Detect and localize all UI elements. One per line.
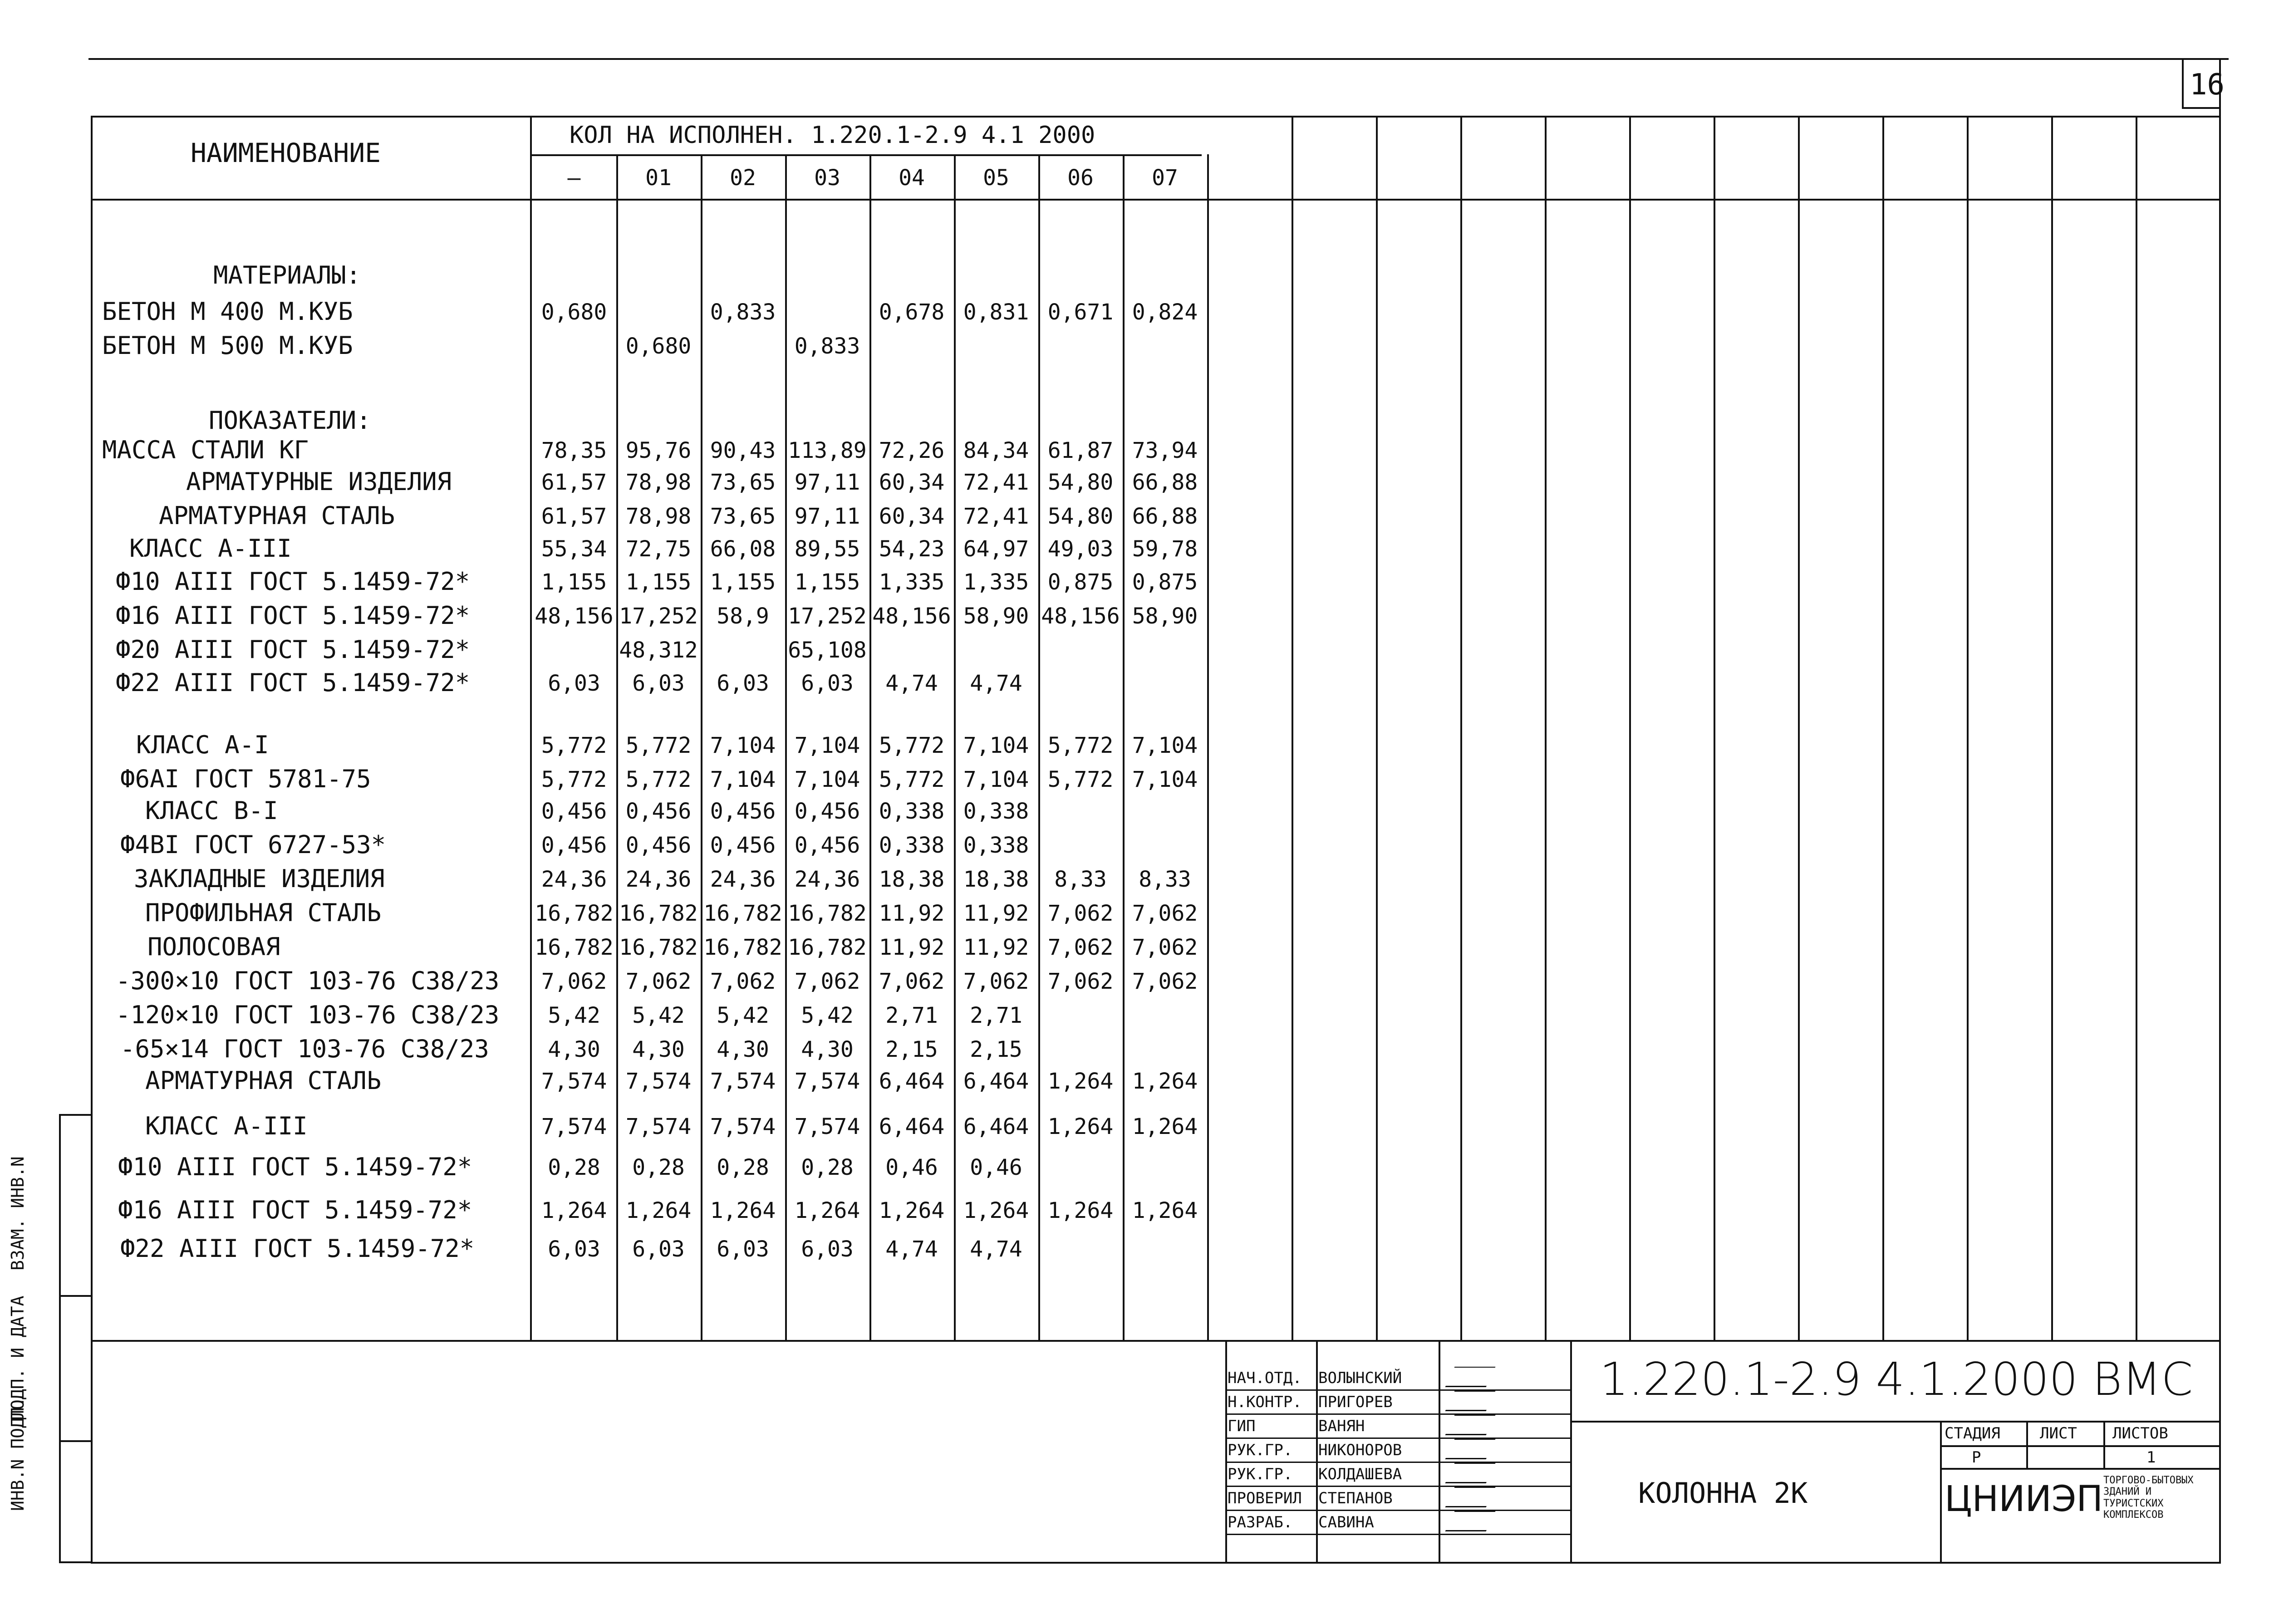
table-cell: 0,28: [717, 1155, 769, 1180]
table-cell: 7,062: [1132, 935, 1198, 960]
table-cell: 4,74: [885, 671, 938, 696]
tb-vline: [1225, 1340, 1227, 1562]
table-cell: 7,062: [1132, 969, 1198, 994]
table-cell: 0,456: [541, 799, 607, 824]
document-code: 1.220.1-2.9 4.1.2000 ВМС: [1600, 1353, 2193, 1406]
table-cell: 59,78: [1132, 536, 1198, 562]
table-cell: 6,03: [801, 1236, 854, 1262]
tb-role: Н.КОНТР.: [1228, 1393, 1302, 1411]
table-cell: 55,34: [541, 536, 607, 562]
side-stamp-divider: [61, 1440, 91, 1442]
table-cell: 1,155: [541, 569, 607, 595]
table-cell: 7,574: [710, 1069, 776, 1094]
table-vline: [1545, 116, 1547, 1340]
table-cell: 7,574: [625, 1069, 692, 1094]
table-cell: 16,782: [703, 901, 782, 926]
table-cell: 95,76: [625, 438, 692, 463]
row-label: Ф10 АIII ГОСТ 5.1459-72*: [116, 567, 470, 596]
tb-hline: [1225, 1534, 1570, 1535]
table-cell: 72,41: [963, 470, 1029, 495]
side-stamp-podp: ПОДП. И ДАТА: [8, 1295, 28, 1420]
table-cell: 5,42: [717, 1003, 769, 1028]
table-cell: 0,456: [710, 833, 776, 858]
table-cell: 6,03: [632, 671, 685, 696]
table-cell: 0,680: [625, 334, 692, 359]
table-cell: 0,875: [1047, 569, 1114, 595]
tb-role: РУК.ГР.: [1228, 1465, 1293, 1483]
table-cell: 0,831: [963, 299, 1029, 325]
tb-name: НИКОНОРОВ: [1318, 1441, 1402, 1459]
table-cell: 65,108: [788, 638, 867, 663]
table-cell: 7,574: [794, 1114, 860, 1139]
tb-hline: [1225, 1438, 1570, 1439]
organization: ЦНИИЭП: [1945, 1479, 2103, 1520]
table-vline: [1798, 116, 1800, 1340]
table-cell: 7,104: [794, 733, 860, 758]
table-cell: 0,338: [879, 799, 945, 824]
table-cell: 7,104: [710, 767, 776, 792]
table-cell: 1,264: [1047, 1069, 1114, 1094]
table-cell: 1,335: [879, 569, 945, 595]
table-vline: [1629, 116, 1631, 1340]
table-cell: 16,782: [788, 935, 867, 960]
table-cell: 58,90: [963, 603, 1029, 629]
side-stamp-inv-podl: ИНВ.N ПОДЛ.: [8, 1397, 28, 1511]
table-cell: 78,98: [625, 470, 692, 495]
table-cell: 66,08: [710, 536, 776, 562]
row-label: Ф22 АIII ГОСТ 5.1459-72*: [116, 668, 470, 697]
table-cell: 48,156: [872, 603, 951, 629]
table-cell: 1,335: [963, 569, 1029, 595]
stage-value: Р: [1972, 1448, 1981, 1467]
row-label: -65×14 ГОСТ 103-76 С38/23: [120, 1035, 489, 1063]
table-cell: 4,30: [801, 1037, 854, 1062]
table-cell: 0,678: [879, 299, 945, 325]
col-header: 02: [730, 165, 756, 191]
side-stamp: [59, 1114, 91, 1563]
table-vline: [1714, 116, 1715, 1340]
table-cell: 7,062: [879, 969, 945, 994]
stage-label: СТАДИЯ: [1945, 1424, 2000, 1442]
table-cell: 5,772: [541, 767, 607, 792]
table-cell: 2,15: [885, 1037, 938, 1062]
row-label: КЛАСС В-I: [145, 796, 278, 825]
header-mid-line: [532, 154, 1202, 156]
table-cell: 61,57: [541, 504, 607, 529]
table-cell: 2,71: [885, 1003, 938, 1028]
table-cell: 0,338: [963, 799, 1029, 824]
table-cell: 6,03: [801, 671, 854, 696]
table-cell: 0,46: [970, 1155, 1022, 1180]
table-cell: 61,87: [1047, 438, 1114, 463]
table-cell: 5,772: [541, 733, 607, 758]
table-cell: 1,155: [794, 569, 860, 595]
tb-name: СТЕПАНОВ: [1318, 1489, 1393, 1507]
row-label: -300×10 ГОСТ 103-76 С38/23: [116, 967, 500, 995]
row-label: МАССА СТАЛИ КГ: [102, 436, 309, 464]
table-cell: 72,41: [963, 504, 1029, 529]
table-cell: 6,464: [963, 1114, 1029, 1139]
table-cell: 7,062: [794, 969, 860, 994]
table-cell: 4,30: [632, 1037, 685, 1062]
table-cell: 24,36: [710, 867, 776, 892]
table-cell: 1,264: [1132, 1114, 1198, 1139]
table-cell: 5,772: [879, 767, 945, 792]
tb-name: САВИНА: [1318, 1513, 1374, 1531]
tb-hline: [1225, 1462, 1570, 1463]
table-cell: 72,26: [879, 438, 945, 463]
table-cell: 1,264: [625, 1198, 692, 1223]
row-label: БЕТОН М 500 М.КУБ: [102, 331, 353, 360]
table-cell: 113,89: [788, 438, 867, 463]
table-cell: 1,264: [1132, 1069, 1198, 1094]
table-cell: 7,062: [1047, 969, 1114, 994]
row-label: АРМАТУРНЫЕ ИЗДЕЛИЯ: [186, 467, 452, 496]
table-vline: [2051, 116, 2053, 1340]
tb-vline: [1570, 1340, 1572, 1562]
table-cell: 11,92: [963, 935, 1029, 960]
table-cell: 0,833: [710, 299, 776, 325]
table-cell: 6,03: [717, 1236, 769, 1262]
table-cell: 78,35: [541, 438, 607, 463]
table-cell: 2,71: [970, 1003, 1022, 1028]
table-vline: [1460, 116, 1462, 1340]
tb-role: НАЧ.ОТД.: [1228, 1369, 1302, 1387]
row-label: БЕТОН М 400 М.КУБ: [102, 297, 353, 326]
tb-hline: [1225, 1486, 1570, 1487]
table-vline: [1882, 116, 1884, 1340]
header-bottom-line: [91, 199, 2219, 201]
tb-hline: [1570, 1421, 2219, 1423]
table-cell: 7,574: [541, 1114, 607, 1139]
table-cell: 89,55: [794, 536, 860, 562]
row-label: Ф20 АIII ГОСТ 5.1459-72*: [116, 635, 470, 664]
tb-role: ПРОВЕРИЛ: [1228, 1489, 1302, 1507]
sheet-number-box-bottom: [2182, 107, 2221, 109]
table-cell: 78,98: [625, 504, 692, 529]
table-cell: 0,824: [1132, 299, 1198, 325]
table-vline: [1292, 116, 1293, 1340]
table-cell: 7,062: [1047, 901, 1114, 926]
frame-left: [91, 116, 93, 1564]
col-header: 04: [899, 165, 925, 191]
table-cell: 6,464: [879, 1069, 945, 1094]
table-cell: 4,74: [970, 671, 1022, 696]
table-cell: 60,34: [879, 504, 945, 529]
tb-role: РУК.ГР.: [1228, 1441, 1293, 1459]
table-cell: 66,88: [1132, 470, 1198, 495]
table-cell: 6,03: [548, 671, 600, 696]
table-cell: 24,36: [625, 867, 692, 892]
table-cell: 24,36: [794, 867, 860, 892]
tb-hline: [1225, 1389, 1570, 1391]
table-cell: 73,94: [1132, 438, 1198, 463]
tb-vline: [1439, 1340, 1440, 1562]
table-cell: 0,875: [1132, 569, 1198, 595]
sheet-number: 16: [2190, 68, 2225, 102]
table-cell: 58,90: [1132, 603, 1198, 629]
table-cell: 7,062: [710, 969, 776, 994]
table-cell: 7,574: [625, 1114, 692, 1139]
tb-name: КОЛДАШЕВА: [1318, 1465, 1402, 1483]
table-cell: 61,57: [541, 470, 607, 495]
table-cell: 1,264: [1132, 1198, 1198, 1223]
side-stamp-divider: [61, 1295, 91, 1297]
table-cell: 16,782: [619, 901, 698, 926]
table-cell: 4,74: [970, 1236, 1022, 1262]
row-label: Ф16 АIII ГОСТ 5.1459-72*: [118, 1196, 472, 1224]
row-label: МАТЕРИАЛЫ:: [213, 261, 361, 289]
table-cell: 18,38: [879, 867, 945, 892]
table-cell: 11,92: [879, 935, 945, 960]
table-cell: 11,92: [963, 901, 1029, 926]
table-cell: 0,456: [794, 799, 860, 824]
sheets-label: ЛИСТОВ: [2112, 1424, 2168, 1442]
sheet-label: ЛИСТ: [2040, 1424, 2077, 1442]
table-cell: 4,30: [548, 1037, 600, 1062]
table-vline: [1376, 116, 1378, 1340]
table-cell: 16,782: [535, 901, 614, 926]
table-cell: 7,062: [541, 969, 607, 994]
tb-vline: [2026, 1422, 2028, 1468]
tb-vline: [1940, 1422, 1942, 1562]
table-cell: 0,456: [625, 799, 692, 824]
table-cell: 1,155: [710, 569, 776, 595]
table-cell: 84,34: [963, 438, 1029, 463]
table-cell: 5,42: [548, 1003, 600, 1028]
table-cell: 5,772: [1047, 733, 1114, 758]
table-cell: 0,456: [710, 799, 776, 824]
row-label: Ф6АI ГОСТ 5781-75: [120, 765, 371, 793]
table-cell: 54,23: [879, 536, 945, 562]
table-cell: 7,574: [710, 1114, 776, 1139]
table-cell: 16,782: [619, 935, 698, 960]
table-cell: 0,456: [541, 833, 607, 858]
row-label: Ф16 АIII ГОСТ 5.1459-72*: [116, 601, 470, 630]
table-cell: 7,062: [1132, 901, 1198, 926]
table-cell: 1,264: [794, 1198, 860, 1223]
frame-top: [91, 116, 2219, 118]
table-cell: 90,43: [710, 438, 776, 463]
table-cell: 6,464: [879, 1114, 945, 1139]
col-header: 05: [983, 165, 1009, 191]
sheet-number-box-left: [2182, 58, 2184, 108]
table-cell: 0,338: [963, 833, 1029, 858]
tb-role: РАЗРАБ.: [1228, 1513, 1293, 1531]
row-label: ПОКАЗАТЕЛИ:: [209, 406, 371, 435]
table-cell: 24,36: [541, 867, 607, 892]
table-cell: 7,574: [794, 1069, 860, 1094]
col-header: 07: [1152, 165, 1178, 191]
table-cell: 64,97: [963, 536, 1029, 562]
table-cell: 54,80: [1047, 470, 1114, 495]
tb-name: ПРИГОРЕВ: [1318, 1393, 1393, 1411]
sheets-value: 1: [2146, 1448, 2156, 1467]
table-cell: 0,28: [801, 1155, 854, 1180]
object-title: КОЛОННА 2К: [1638, 1477, 1808, 1510]
row-label: Ф22 АIII ГОСТ 5.1459-72*: [120, 1234, 475, 1263]
frame-bottom: [91, 1562, 2219, 1564]
table-cell: 1,264: [1047, 1198, 1114, 1223]
table-vline: [2136, 116, 2137, 1340]
table-cell: 5,772: [1047, 767, 1114, 792]
header-qty-label: КОЛ НА ИСПОЛНЕН. 1.220.1-2.9 4.1 2000: [570, 122, 1095, 149]
table-cell: 1,264: [879, 1198, 945, 1223]
table-cell: 2,15: [970, 1037, 1022, 1062]
table-cell: 8,33: [1139, 867, 1191, 892]
tb-hline: [1940, 1445, 2219, 1447]
table-cell: 5,772: [625, 767, 692, 792]
table-cell: 4,30: [717, 1037, 769, 1062]
col-header: —: [567, 165, 581, 191]
row-label: ЗАКЛАДНЫЕ ИЗДЕЛИЯ: [134, 864, 385, 893]
table-cell: 54,80: [1047, 504, 1114, 529]
row-label: Ф4ВI ГОСТ 6727-53*: [120, 830, 386, 859]
tb-vline: [1316, 1340, 1318, 1562]
tb-role: ГИП: [1228, 1417, 1256, 1435]
table-cell: 1,155: [625, 569, 692, 595]
table-cell: 6,03: [632, 1236, 685, 1262]
table-cell: 6,03: [548, 1236, 600, 1262]
table-cell: 18,38: [963, 867, 1029, 892]
header-name-label: НАИМЕНОВАНИЕ: [191, 137, 381, 168]
table-cell: 7,062: [1047, 935, 1114, 960]
table-cell: 4,74: [885, 1236, 938, 1262]
tb-vline: [2103, 1422, 2105, 1468]
table-cell: 7,574: [541, 1069, 607, 1094]
table-cell: 1,264: [1047, 1114, 1114, 1139]
table-cell: 5,42: [632, 1003, 685, 1028]
table-cell: 7,062: [625, 969, 692, 994]
table-cell: 16,782: [788, 901, 867, 926]
table-cell: 16,782: [535, 935, 614, 960]
table-cell: 72,75: [625, 536, 692, 562]
table-cell: 6,03: [717, 671, 769, 696]
table-cell: 6,464: [963, 1069, 1029, 1094]
table-vline: [1967, 116, 1969, 1340]
table-cell: 16,782: [703, 935, 782, 960]
table-cell: 17,252: [788, 603, 867, 629]
tb-name: ВАНЯН: [1318, 1417, 1365, 1435]
row-label: ПРОФИЛЬНАЯ СТАЛЬ: [145, 898, 382, 927]
table-cell: 5,772: [625, 733, 692, 758]
table-cell: 1,264: [710, 1198, 776, 1223]
table-cell: 17,252: [619, 603, 698, 629]
table-cell: 0,833: [794, 334, 860, 359]
table-cell: 0,456: [794, 833, 860, 858]
table-cell: 58,9: [717, 603, 769, 629]
table-cell: 0,46: [885, 1155, 938, 1180]
table-vline: [1207, 154, 1209, 1340]
row-label: Ф10 АIII ГОСТ 5.1459-72*: [118, 1153, 472, 1181]
table-cell: 7,104: [1132, 733, 1198, 758]
table-cell: 73,65: [710, 504, 776, 529]
table-cell: 8,33: [1054, 867, 1107, 892]
row-label: КЛАСС А-III: [145, 1112, 308, 1140]
table-cell: 0,28: [548, 1155, 600, 1180]
frame-right: [2219, 58, 2221, 1564]
row-label: АРМАТУРНАЯ СТАЛЬ: [145, 1066, 382, 1095]
table-cell: 0,28: [632, 1155, 685, 1180]
row-label: -120×10 ГОСТ 103-76 С38/23: [116, 1001, 500, 1029]
table-cell: 60,34: [879, 470, 945, 495]
table-cell: 7,104: [963, 733, 1029, 758]
table-cell: 0,338: [879, 833, 945, 858]
table-cell: 49,03: [1047, 536, 1114, 562]
table-cell: 0,456: [625, 833, 692, 858]
tb-hline: [1225, 1413, 1570, 1415]
row-label: КЛАСС А-III: [129, 534, 292, 563]
table-cell: 5,42: [801, 1003, 854, 1028]
table-cell: 5,772: [879, 733, 945, 758]
table-cell: 48,312: [619, 638, 698, 663]
row-label: КЛАСС А-I: [136, 731, 269, 759]
col-header: 03: [814, 165, 840, 191]
col-header: 06: [1067, 165, 1094, 191]
top-border: [88, 58, 2229, 60]
table-cell: 97,11: [794, 470, 860, 495]
organization-sub: ТОРГОВО-БЫТОВЫХ ЗДАНИЙ И ТУРИСТСКИХ КОМПЛЕКСОВ: [2103, 1475, 2194, 1521]
table-cell: 97,11: [794, 504, 860, 529]
table-cell: 7,104: [710, 733, 776, 758]
table-cell: 11,92: [879, 901, 945, 926]
row-label: АРМАТУРНАЯ СТАЛЬ: [159, 501, 395, 530]
table-cell: 73,65: [710, 470, 776, 495]
table-cell: 7,062: [963, 969, 1029, 994]
table-cell: 0,680: [541, 299, 607, 325]
table-cell: 48,156: [535, 603, 614, 629]
tb-hline: [1225, 1510, 1570, 1511]
table-cell: 1,264: [963, 1198, 1029, 1223]
table-cell: 0,671: [1047, 299, 1114, 325]
table-cell: 66,88: [1132, 504, 1198, 529]
table-cell: 7,104: [794, 767, 860, 792]
col-header: 01: [645, 165, 672, 191]
row-label: ПОЛОСОВАЯ: [147, 932, 280, 961]
side-stamp-vzam: ВЗАМ. ИНВ.N: [8, 1156, 28, 1271]
table-cell: 7,104: [963, 767, 1029, 792]
table-cell: 1,264: [541, 1198, 607, 1223]
table-cell: 7,104: [1132, 767, 1198, 792]
tb-name: ВОЛЫНСКИЙ: [1318, 1369, 1402, 1387]
table-cell: 48,156: [1041, 603, 1120, 629]
tb-hline: [1940, 1468, 2219, 1470]
